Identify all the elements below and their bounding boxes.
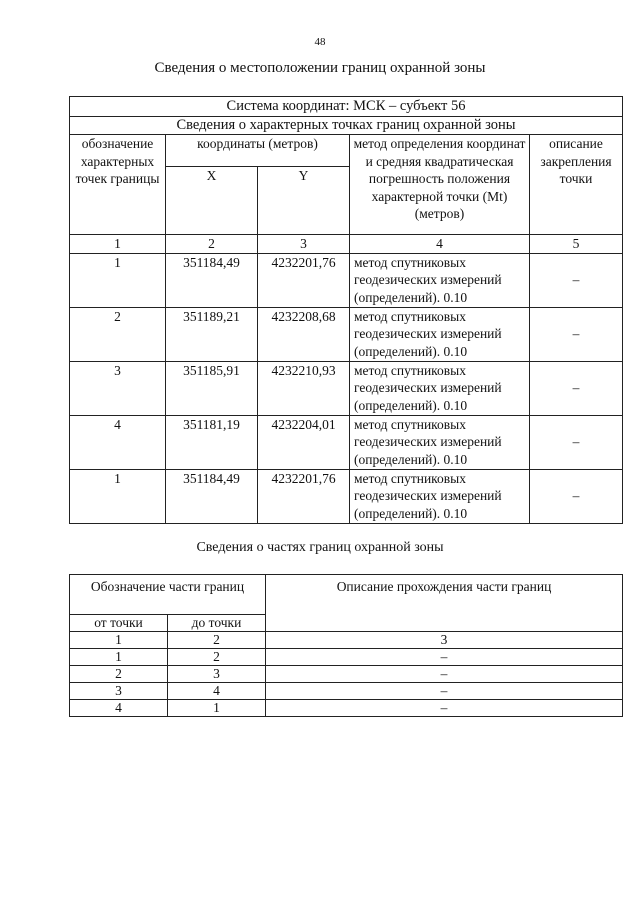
x-coord: 351184,49 [166,469,258,523]
part-desc: – [266,700,623,717]
y-coord: 4232204,01 [258,415,350,469]
col-header-to: до точки [168,615,266,632]
x-coord: 351184,49 [166,253,258,307]
method-text: метод спутниковых геодезических измерений (определений). 0.10 [350,307,530,361]
from-point: 3 [70,683,168,700]
coordinate-system: Система координат: МСК – субъект 56 [70,97,623,117]
col-number: 2 [166,235,258,254]
point-id: 1 [70,253,166,307]
col-number: 5 [530,235,623,254]
section-heading-boundaries: Сведения о местоположении границ охранной зоны [154,60,486,76]
fixing-desc: – [530,361,623,415]
y-coord: 4232201,76 [258,253,350,307]
table-subtitle: Сведения о характерных точках границ охранной зоны [70,117,623,135]
from-point: 2 [70,666,168,683]
col-header-method: метод определения координат и средняя квадратическая погрешность положения характерной точки (Mt) (метров) [350,135,530,235]
from-point: 4 [70,700,168,717]
page-number: 48 [314,36,326,48]
boundary-parts-table [69,574,623,717]
y-coord: 4232208,68 [258,307,350,361]
fixing-desc: – [530,307,623,361]
table-row [70,469,623,523]
table-row [70,307,623,361]
method-text: метод спутниковых геодезических измерений (определений). 0.10 [350,469,530,523]
part-desc: – [266,683,623,700]
fixing-desc: – [530,469,623,523]
col-header-from: от точки [70,615,168,632]
col-number: 2 [168,632,266,649]
point-id: 2 [70,307,166,361]
to-point: 3 [168,666,266,683]
fixing-desc: – [530,415,623,469]
col-number: 4 [350,235,530,254]
table-row [70,361,623,415]
to-point: 4 [168,683,266,700]
table-row [70,415,623,469]
method-text: метод спутниковых геодезических измерений (определений). 0.10 [350,415,530,469]
point-id: 3 [70,361,166,415]
method-text: метод спутниковых геодезических измерений (определений). 0.10 [350,361,530,415]
table-row [70,666,623,683]
table-row [70,700,623,717]
col-header-x: X [166,167,258,235]
to-point: 2 [168,649,266,666]
x-coord: 351189,21 [166,307,258,361]
col-header-y: Y [258,167,350,235]
col-header-desc: описание закрепления точки [530,135,623,235]
table-row [70,683,623,700]
x-coord: 351185,91 [166,361,258,415]
col-number: 1 [70,632,168,649]
col-header-part: Обозначение части границ [70,575,266,615]
col-number: 3 [266,632,623,649]
y-coord: 4232201,76 [258,469,350,523]
fixing-desc: – [530,253,623,307]
section-heading-parts: Сведения о частях границ охранной зоны [196,540,444,555]
boundary-points-table [69,96,623,524]
method-text: метод спутниковых геодезических измерений (определений). 0.10 [350,253,530,307]
col-number: 1 [70,235,166,254]
point-id: 4 [70,415,166,469]
point-id: 1 [70,469,166,523]
col-header-coords: координаты (метров) [166,135,350,167]
col-number: 3 [258,235,350,254]
part-desc: – [266,649,623,666]
table-row [70,649,623,666]
col-header-part-desc: Описание прохождения части границ [266,575,623,632]
part-desc: – [266,666,623,683]
x-coord: 351181,19 [166,415,258,469]
col-header-point: обозначение характерных точек границы [70,135,166,235]
from-point: 1 [70,649,168,666]
to-point: 1 [168,700,266,717]
table-row [70,253,623,307]
y-coord: 4232210,93 [258,361,350,415]
